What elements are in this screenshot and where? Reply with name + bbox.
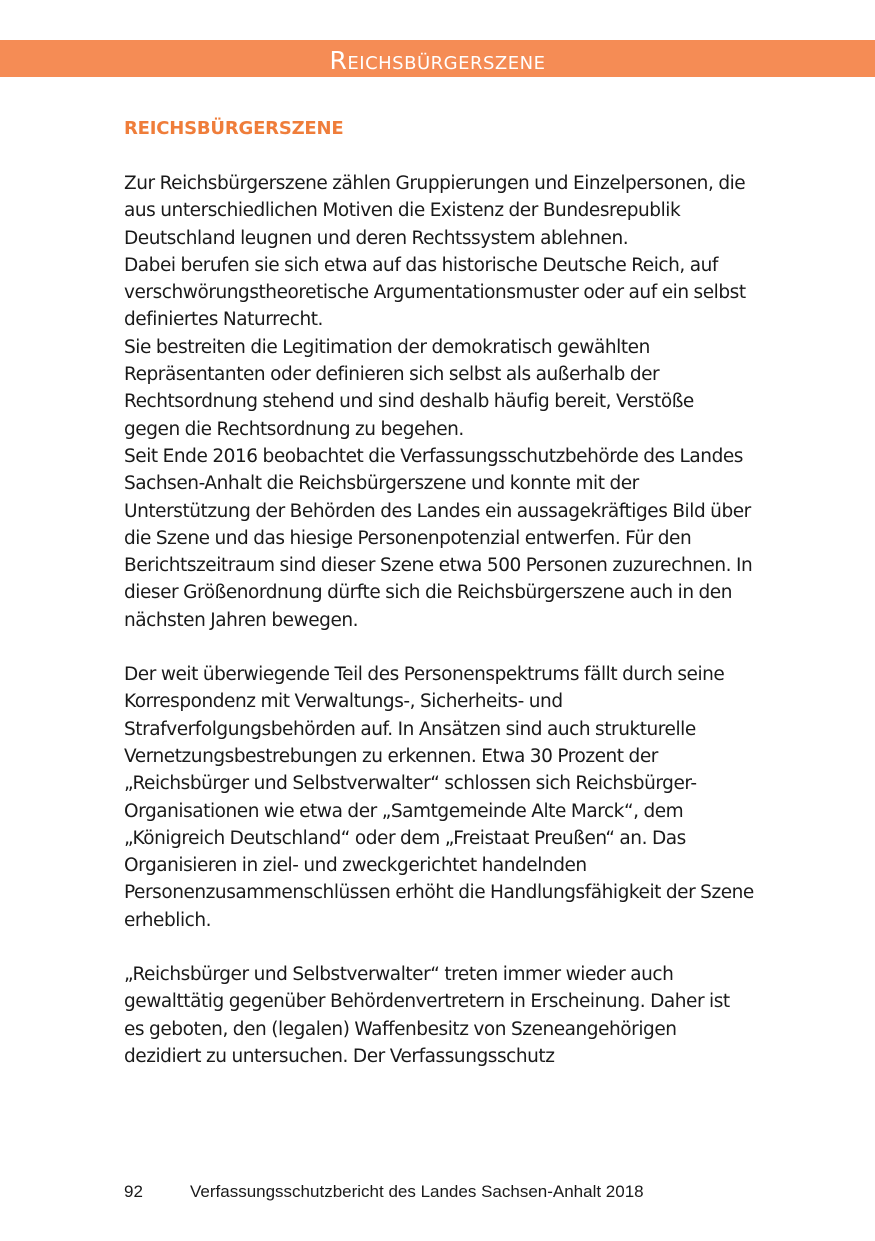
paragraph-definition: Zur Reichsbürgerszene zählen Gruppierungen und Einzelpersonen, die aus unterschiedlichen Motiven die Existenz der Bundesrepublik Deutschland leugnen und deren Rechtssystem ablehnen.	[124, 173, 746, 249]
chapter-title: Reichsbürgerszene	[329, 45, 546, 75]
publication-title: Verfassungsschutzbericht des Landes Sachsen-Anhalt 2018	[190, 1182, 644, 1201]
paragraph-organisations: Der weit überwiegende Teil des Personenspektrums fällt durch seine Korrespondenz mit Verwaltungs-, Sicherheits- und Strafverfolgungsbehörden auf. In Ansätzen sind auch strukturelle Vernetzungsbestrebungen zu erkennen. Etwa 30 Prozent der „Reichsbürger und Selbstverwalter“ schlossen sich Reichsbürger-Organisationen wie etwa der „Samtgemeinde Alte Marck“, dem „Königreich Deutschland“ oder dem „Freistaat Preußen“ an. Das Organisieren in ziel- und zweckgerichtet handelnden Personenzusammenschlüssen erhöht die Handlungsfähigkeit der Szene erheblich.	[124, 664, 754, 931]
page-number: 92	[124, 1182, 143, 1201]
main-content	[124, 115, 754, 1070]
paragraph-legitimation: Sie bestreiten die Legitimation der demokratisch gewählten Repräsentanten oder definieren sich selbst als außerhalb der Rechtsordnung stehend und sind deshalb häufig bereit, Verstöße gegen die Rechtsordnung zu begehen.	[124, 336, 694, 440]
paragraph-observation: Seit Ende 2016 beobachtet die Verfassungsschutzbehörde des Landes Sachsen-Anhalt die Reichsbürgerszene und konnte mit der Unterstützung der Behörden des Landes ein aussagekräftiges Bild über die Szene und das hiesige Personenpotenzial entwerfen. Für den Berichtszeitraum sind dieser Szene etwa 500 Personen zuzurechnen. In dieser Größenordnung dürfte sich die Reichsbürgerszene auch in den nächsten Jahren bewegen.	[124, 445, 753, 631]
paragraph-violence: „Reichsbürger und Selbstverwalter“ treten immer wieder auch gewalttätig gegenüber Behördenvertretern in Erscheinung. Daher ist es geboten, den (legalen) Waffenbesitz von Szeneangehörigen dezidiert zu untersuchen. Der Verfassungsschutz	[124, 964, 730, 1067]
page-footer	[124, 1182, 644, 1202]
section-heading: REICHSBÜRGERSZENE	[124, 118, 344, 139]
paragraph-reference: Dabei berufen sie sich etwa auf das historische Deutsche Reich, auf verschwörungstheoretische Argumentationsmuster oder auf ein selbst definiertes Naturrecht.	[124, 254, 746, 331]
chapter-header-band	[0, 40, 875, 77]
